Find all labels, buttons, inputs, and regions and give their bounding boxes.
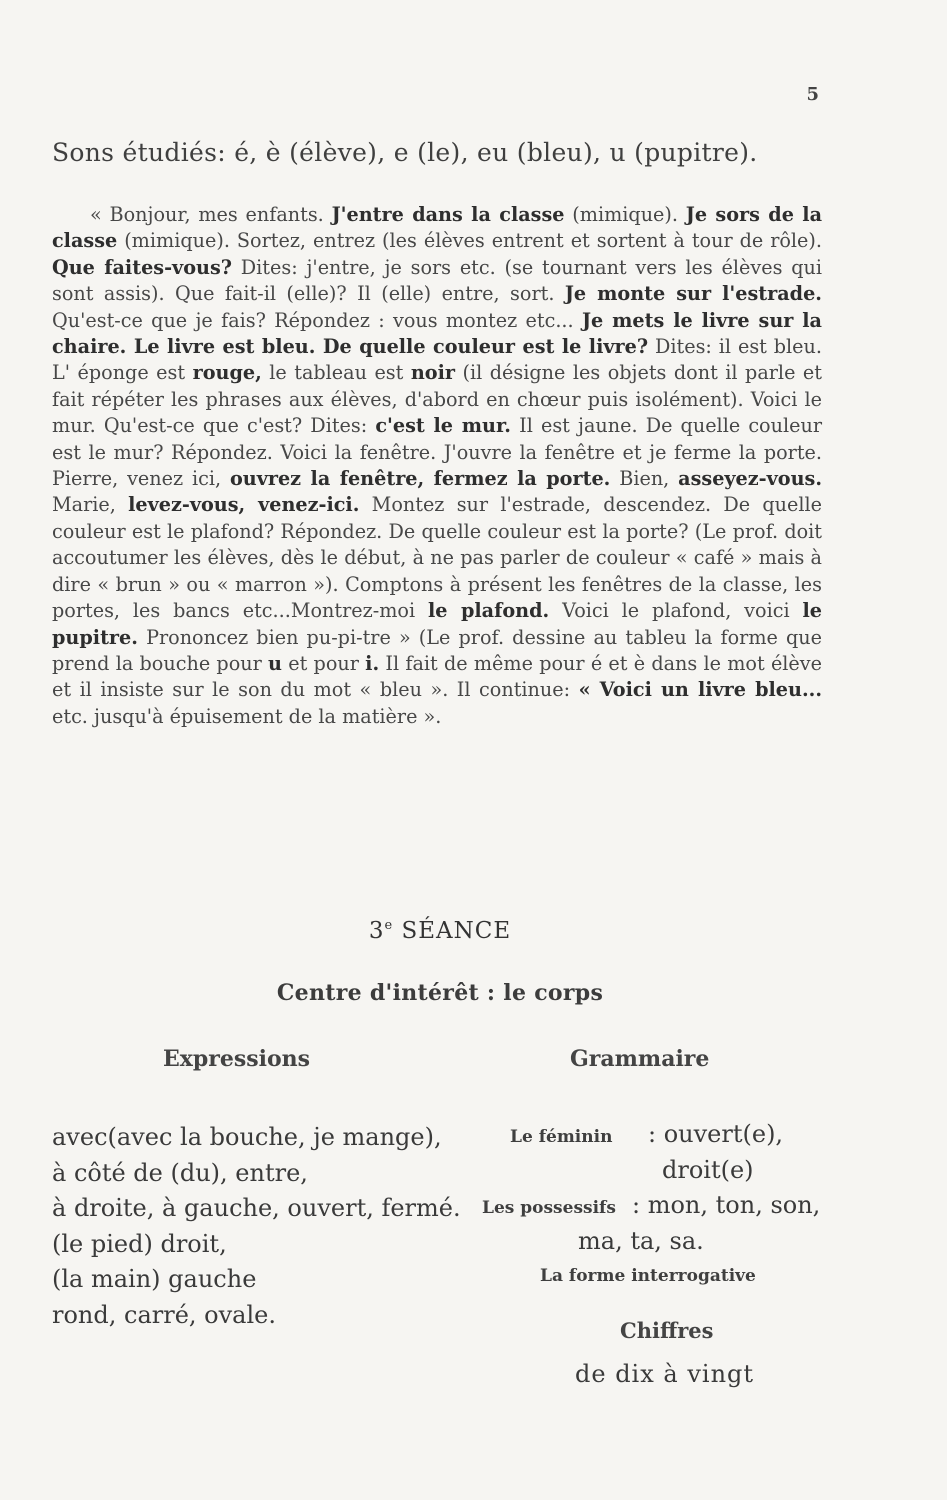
- session-title: [0, 918, 880, 944]
- grammar-possessives-value-2: ma, ta, sa.: [578, 1227, 704, 1255]
- paragraph-text: Dites: j'entre, je sors etc. (se tournant vers les élèves qui sont assis). Que fait-il (elle)? Il (elle) entre, sort.: [52, 255, 822, 306]
- expressions-heading: Expressions: [163, 1046, 311, 1072]
- paragraph-text: Montez sur l'estrade, descendez. De quelle couleur est le plafond? Répondez. De quelle couleur est la porte? (Le prof. doit accoutumer les élèves, dès le début, à ne pas parler de couleur « café » mais à dire « brun » ou « marron »). Comptons à présent les fenêtres de la classe, les portes, les bancs etc...Montrez-moi: [52, 493, 822, 623]
- paragraph-emphasis: le plafond.: [427, 599, 550, 623]
- expression-line: à côté de (du), entre,: [52, 1158, 308, 1187]
- paragraph-emphasis: le pupitre.: [52, 599, 822, 649]
- paragraph-text: le tableau est: [261, 361, 411, 385]
- paragraph-text: Qu'est-ce que je fais? Répondez : vous montez etc...: [52, 308, 582, 332]
- paragraph-emphasis: Je monte sur l'estrade.: [564, 282, 822, 306]
- numbers-range: de dix à vingt: [575, 1360, 755, 1388]
- paragraph-text: Il fait de même pour é et è dans le mot élève et il insiste sur le son du mot « bleu ». Il continue:: [52, 651, 822, 702]
- expression-line: rond, carré, ovale.: [52, 1300, 276, 1329]
- paragraph-emphasis: rouge,: [192, 361, 262, 385]
- expression-line: (le pied) droit,: [52, 1229, 227, 1258]
- paragraph-emphasis: u: [268, 651, 282, 675]
- paragraph-text: et pour: [281, 651, 366, 675]
- paragraph-emphasis: i.: [365, 651, 380, 675]
- paragraph-emphasis: Je mets le livre sur la chaire. Le livre est bleu. De quelle couleur est le livre?: [52, 308, 822, 359]
- paragraph-emphasis: noir: [410, 361, 456, 385]
- paragraph-emphasis: « Voici un livre bleu...: [578, 678, 822, 702]
- expression-line: (la main) gauche: [52, 1265, 257, 1293]
- paragraph-emphasis: Je sors de la classe: [52, 203, 823, 253]
- paragraph-emphasis: Que faites-vous?: [52, 255, 232, 279]
- session-number-suffix: e: [384, 918, 394, 933]
- expression-line: à droite, à gauche, ouvert, fermé.: [52, 1194, 461, 1222]
- paragraph-emphasis: asseyez-vous.: [678, 467, 822, 491]
- expression-line: avec(avec la bouche, je mange),: [52, 1123, 442, 1151]
- paragraph-text: Il est jaune. De quelle couleur est le mur? Répondez. Voici la fenêtre. J'ouvre la fenêtre et je ferme la porte. Pierre, venez ici,: [52, 414, 822, 491]
- paragraph-text: (mimique). Sortez, entrez (les élèves entrent et sortent à tour de rôle).: [117, 229, 822, 253]
- lesson-paragraph: [52, 202, 822, 730]
- paragraph-text: Dites: il est bleu. L' éponge est: [52, 335, 822, 385]
- paragraph-text: Prononcez bien pu-pi-tre » (Le prof. dessine au tableu la forme que prend la bouche pour: [52, 625, 822, 675]
- paragraph-text: (mimique).: [564, 203, 686, 226]
- center-of-interest: Centre d'intérêt : le corps: [276, 980, 604, 1006]
- paragraph-text: Bien,: [610, 467, 679, 491]
- page-number: 5: [806, 84, 819, 105]
- paragraph-text: Voici le plafond, voici: [549, 599, 803, 623]
- paragraph-text: (il désigne les objets dont il parle et fait répéter les phrases aux élèves, d'abord en chœur puis isolément). Voici le mur. Qu'est-ce que c'est? Dites:: [52, 361, 822, 438]
- session-label: SÉANCE: [401, 918, 512, 944]
- grammar-feminine-value-2: droit(e): [662, 1156, 754, 1184]
- grammar-interrogative-label: La forme interrogative: [540, 1266, 756, 1286]
- numbers-heading: Chiffres: [620, 1318, 714, 1343]
- grammar-possessives-value: : mon, ton, son,: [632, 1191, 821, 1219]
- grammar-heading: Grammaire: [570, 1046, 710, 1072]
- paragraph-emphasis: c'est le mur.: [375, 414, 511, 438]
- paragraph-text: « Bonjour, mes enfants.: [90, 203, 332, 226]
- paragraph-emphasis: levez-vous, venez-ici.: [128, 493, 360, 517]
- paragraph-text: Marie,: [52, 493, 129, 517]
- paragraph-emphasis: J'entre dans la classe: [331, 203, 565, 226]
- grammar-possessives-label: Les possessifs: [482, 1198, 616, 1218]
- expressions-list: [52, 1120, 461, 1333]
- grammar-feminine-value: : ouvert(e),: [648, 1120, 784, 1148]
- grammar-feminine-label: Le féminin: [510, 1127, 613, 1147]
- paragraph-text: etc. jusqu'à épuisement de la matière ».: [52, 704, 442, 728]
- sounds-heading: Sons étudiés: é, è (élève), e (le), eu (bleu), u (pupitre).: [52, 138, 758, 167]
- paragraph-emphasis: ouvrez la fenêtre, fermez la porte.: [229, 467, 611, 491]
- session-number: 3: [368, 918, 385, 944]
